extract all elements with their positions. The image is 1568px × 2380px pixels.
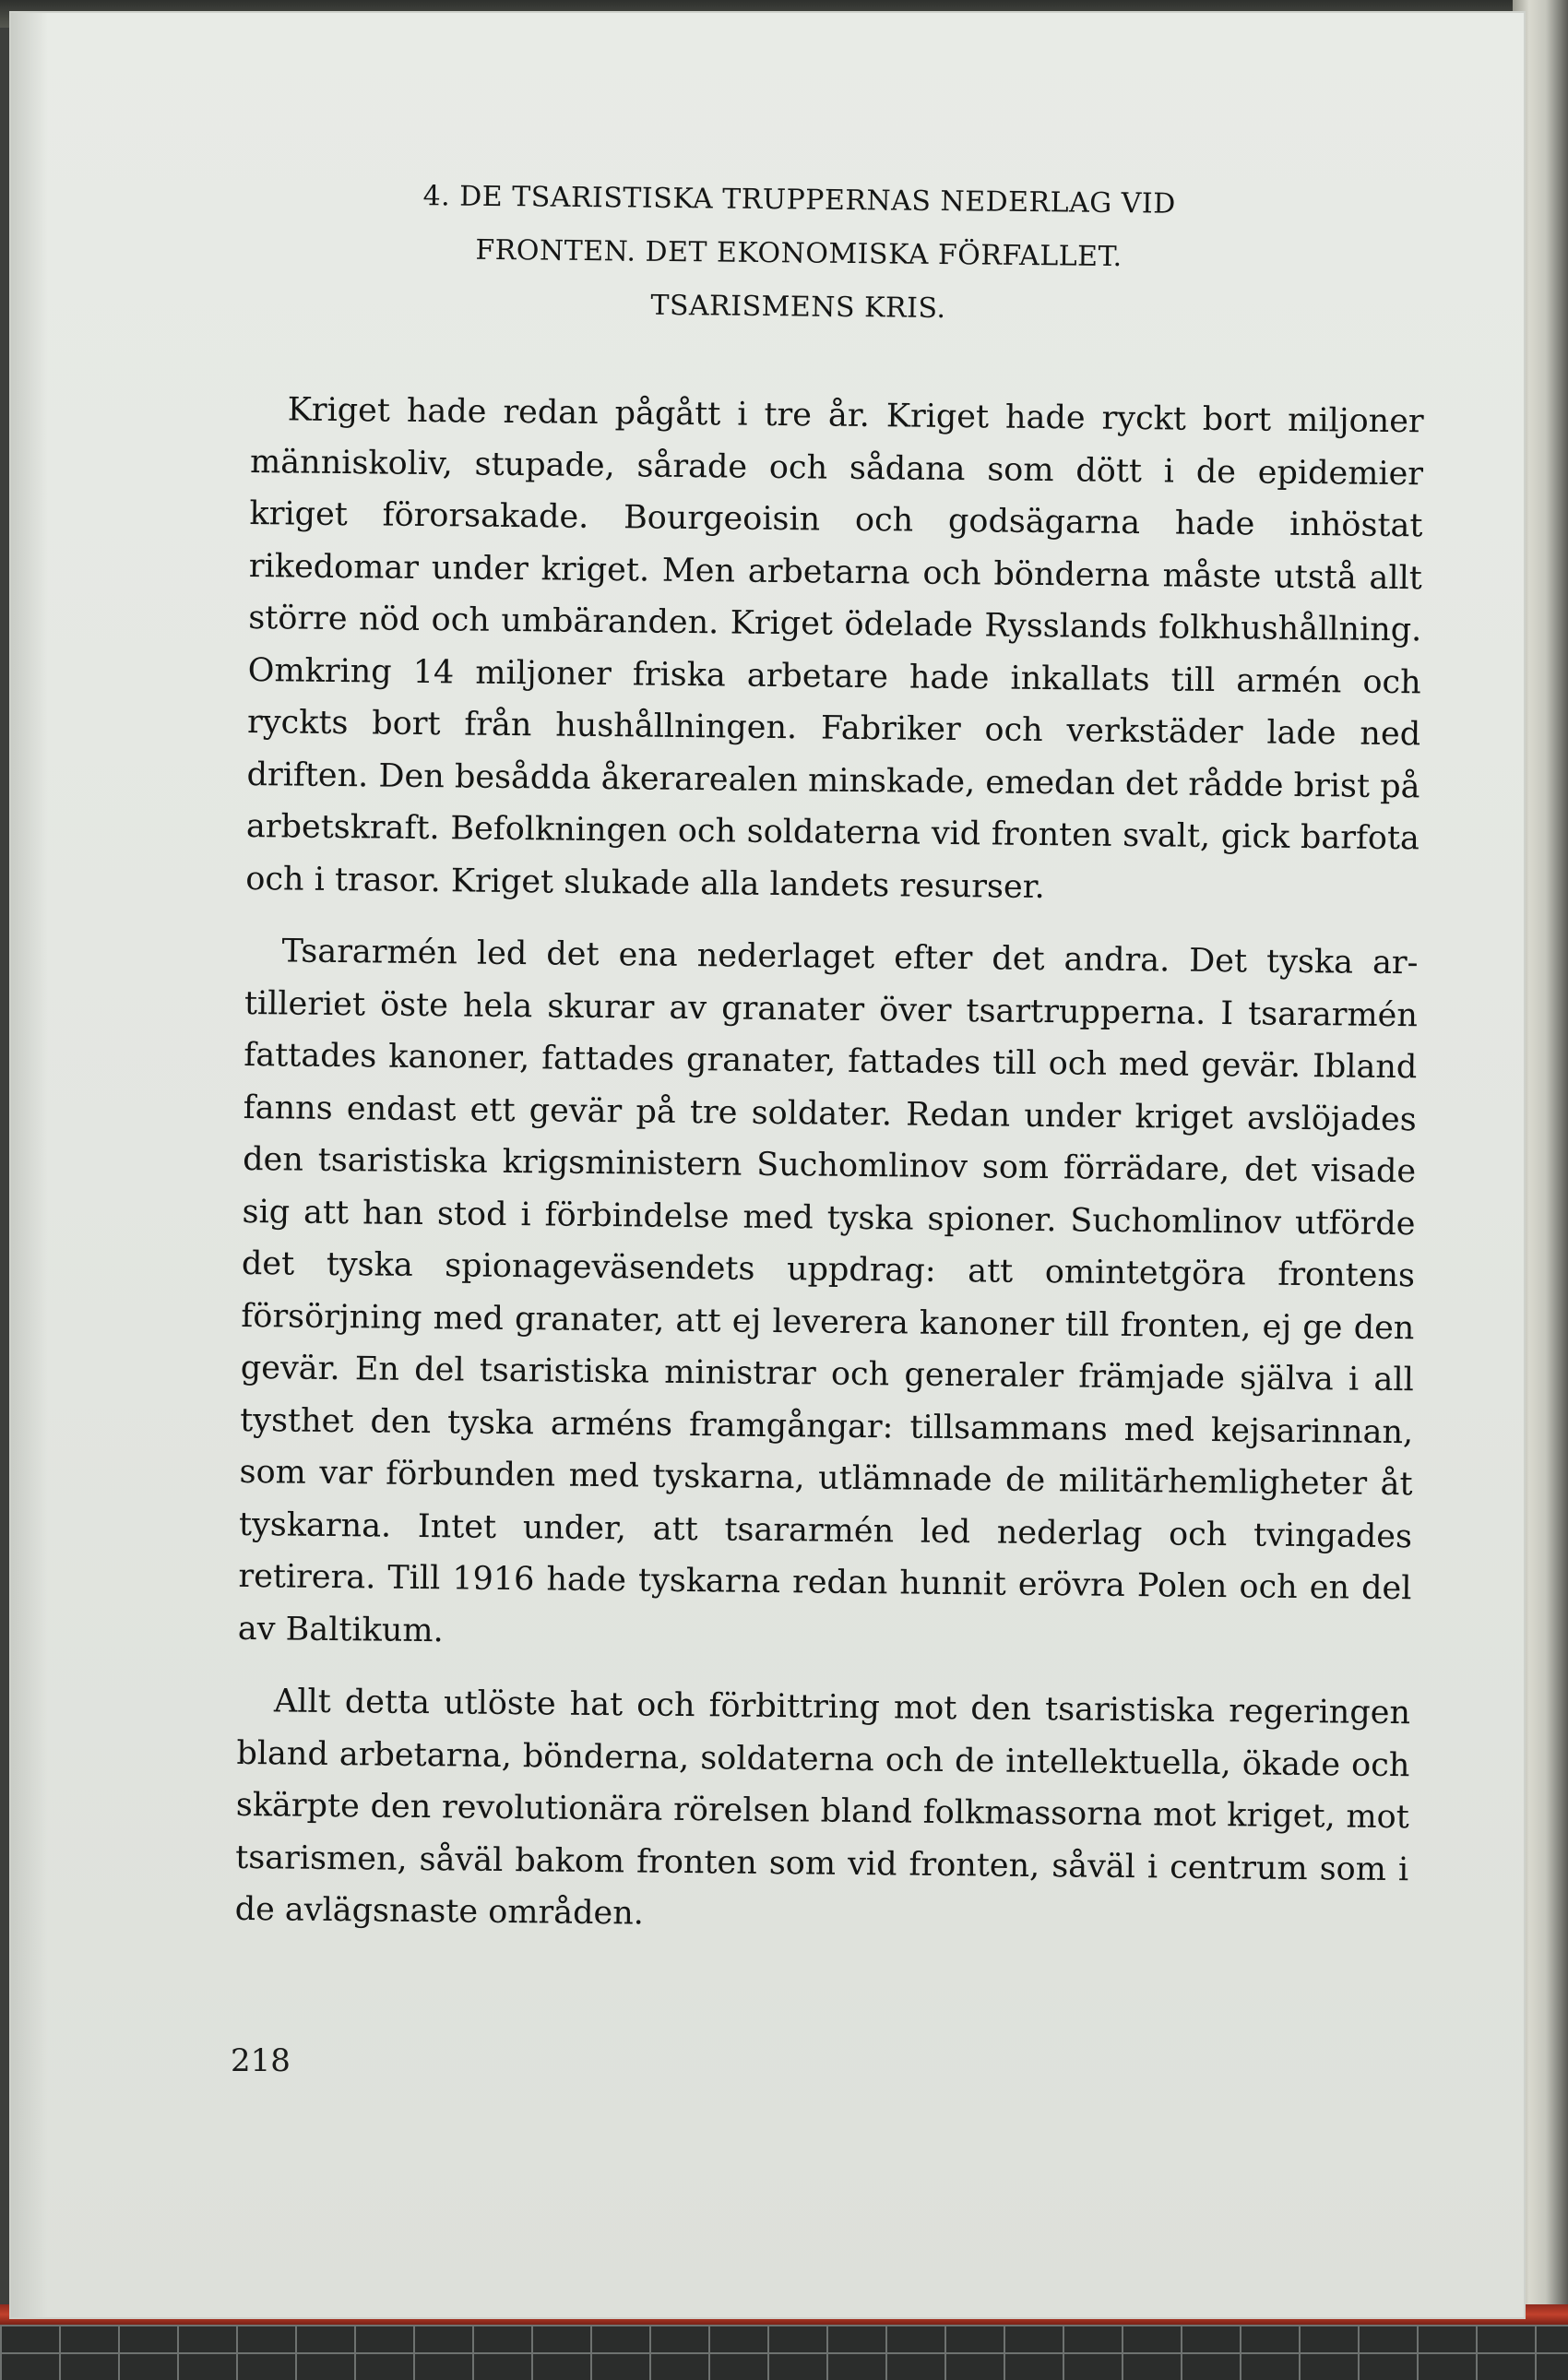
book-page (11, 13, 1524, 2317)
heading-line-3: TSARISMENS KRIS. (650, 289, 946, 326)
paragraph-3: Allt detta utlöste hat och förbittring mot den tsaristiska regeringen bland arbetarna, bönderna, soldaterna och de intellektuella, ökade och skärpte den revolutionära rörelsen bland folkmassorna mot kriget, mot tsarismen, såväl bakom fronten som vid fronten, såväl i centrum som i de avlägsnaste områden. (234, 1683, 1411, 1933)
page-gutter-shadow (11, 13, 48, 2317)
cutting-mat-grid (0, 2325, 1568, 2380)
heading-line-2: FRONTEN. DET EKONOMISKA FÖRFALLET. (475, 233, 1123, 274)
body-text (234, 384, 1424, 1969)
paragraph-1: Kriget hade redan pågått i tre år. Kriget hade ryckt bort miljoner människoliv, stupade, sårade och sådana som dött i de epidemier kriget förorsakade. Bourgeoisin och godsägarna hade inhöstat rikedomar under kriget. Men arbetarna och bönderna måste utstå allt större nöd och umbäranden. Kriget ödelade Rysslands folkhushållning. Omkring 14 miljoner friska arbetare hade inkallats till armén och ryckts bort från hushållningen. Fabriker och verkstäder lade ned driften. Den besådda åkerarealen minskade, emedan det rådde brist på arbetskraft. Befolkningen och soldaterna vid fronten svalt, gick barfota och i trasor. Kriget slukade alla landets resurser. (245, 391, 1424, 906)
chapter-heading (231, 168, 1367, 340)
heading-line-1: 4. DE TSARISTISKA TRUPPERNAS NEDERLAG VID (422, 180, 1176, 220)
paragraph-2: Tsararmén led det ena nederlaget efter det andra. Det tyska artilleriet öste hela skurar av granater över tsartrupperna. I tsararmén fattades kanoner, fattades granater, fattades till och med gevär. Ibland fanns endast ett gevär på tre soldater. Redan under kriget avslöjades den tsaristiska krigsministern Suchomlinov som förrädare, det visade sig att han stod i förbindelse med tyska spioner. Suchomlinov utförde det tyska spionageväsendets uppdrag: att omintetgöra frontens försörjning med granater, att ej leverera kanoner till fronten, ej ge den gevär. En del tsaristiska ministrar och generaler främjade själva i all tysthet den tyska arméns framgångar: tillsammans med kejsarinnan, som var förbunden med tyskarna, utlämnade de militärhemligheter åt tyskarna. Intet under, att tsararmén led nederlag och tvingades retirera. Till 1916 hade tyskarna redan hunnit erövra Polen och en del av Baltikum. (237, 933, 1419, 1649)
page-number: 218 (231, 2042, 291, 2079)
